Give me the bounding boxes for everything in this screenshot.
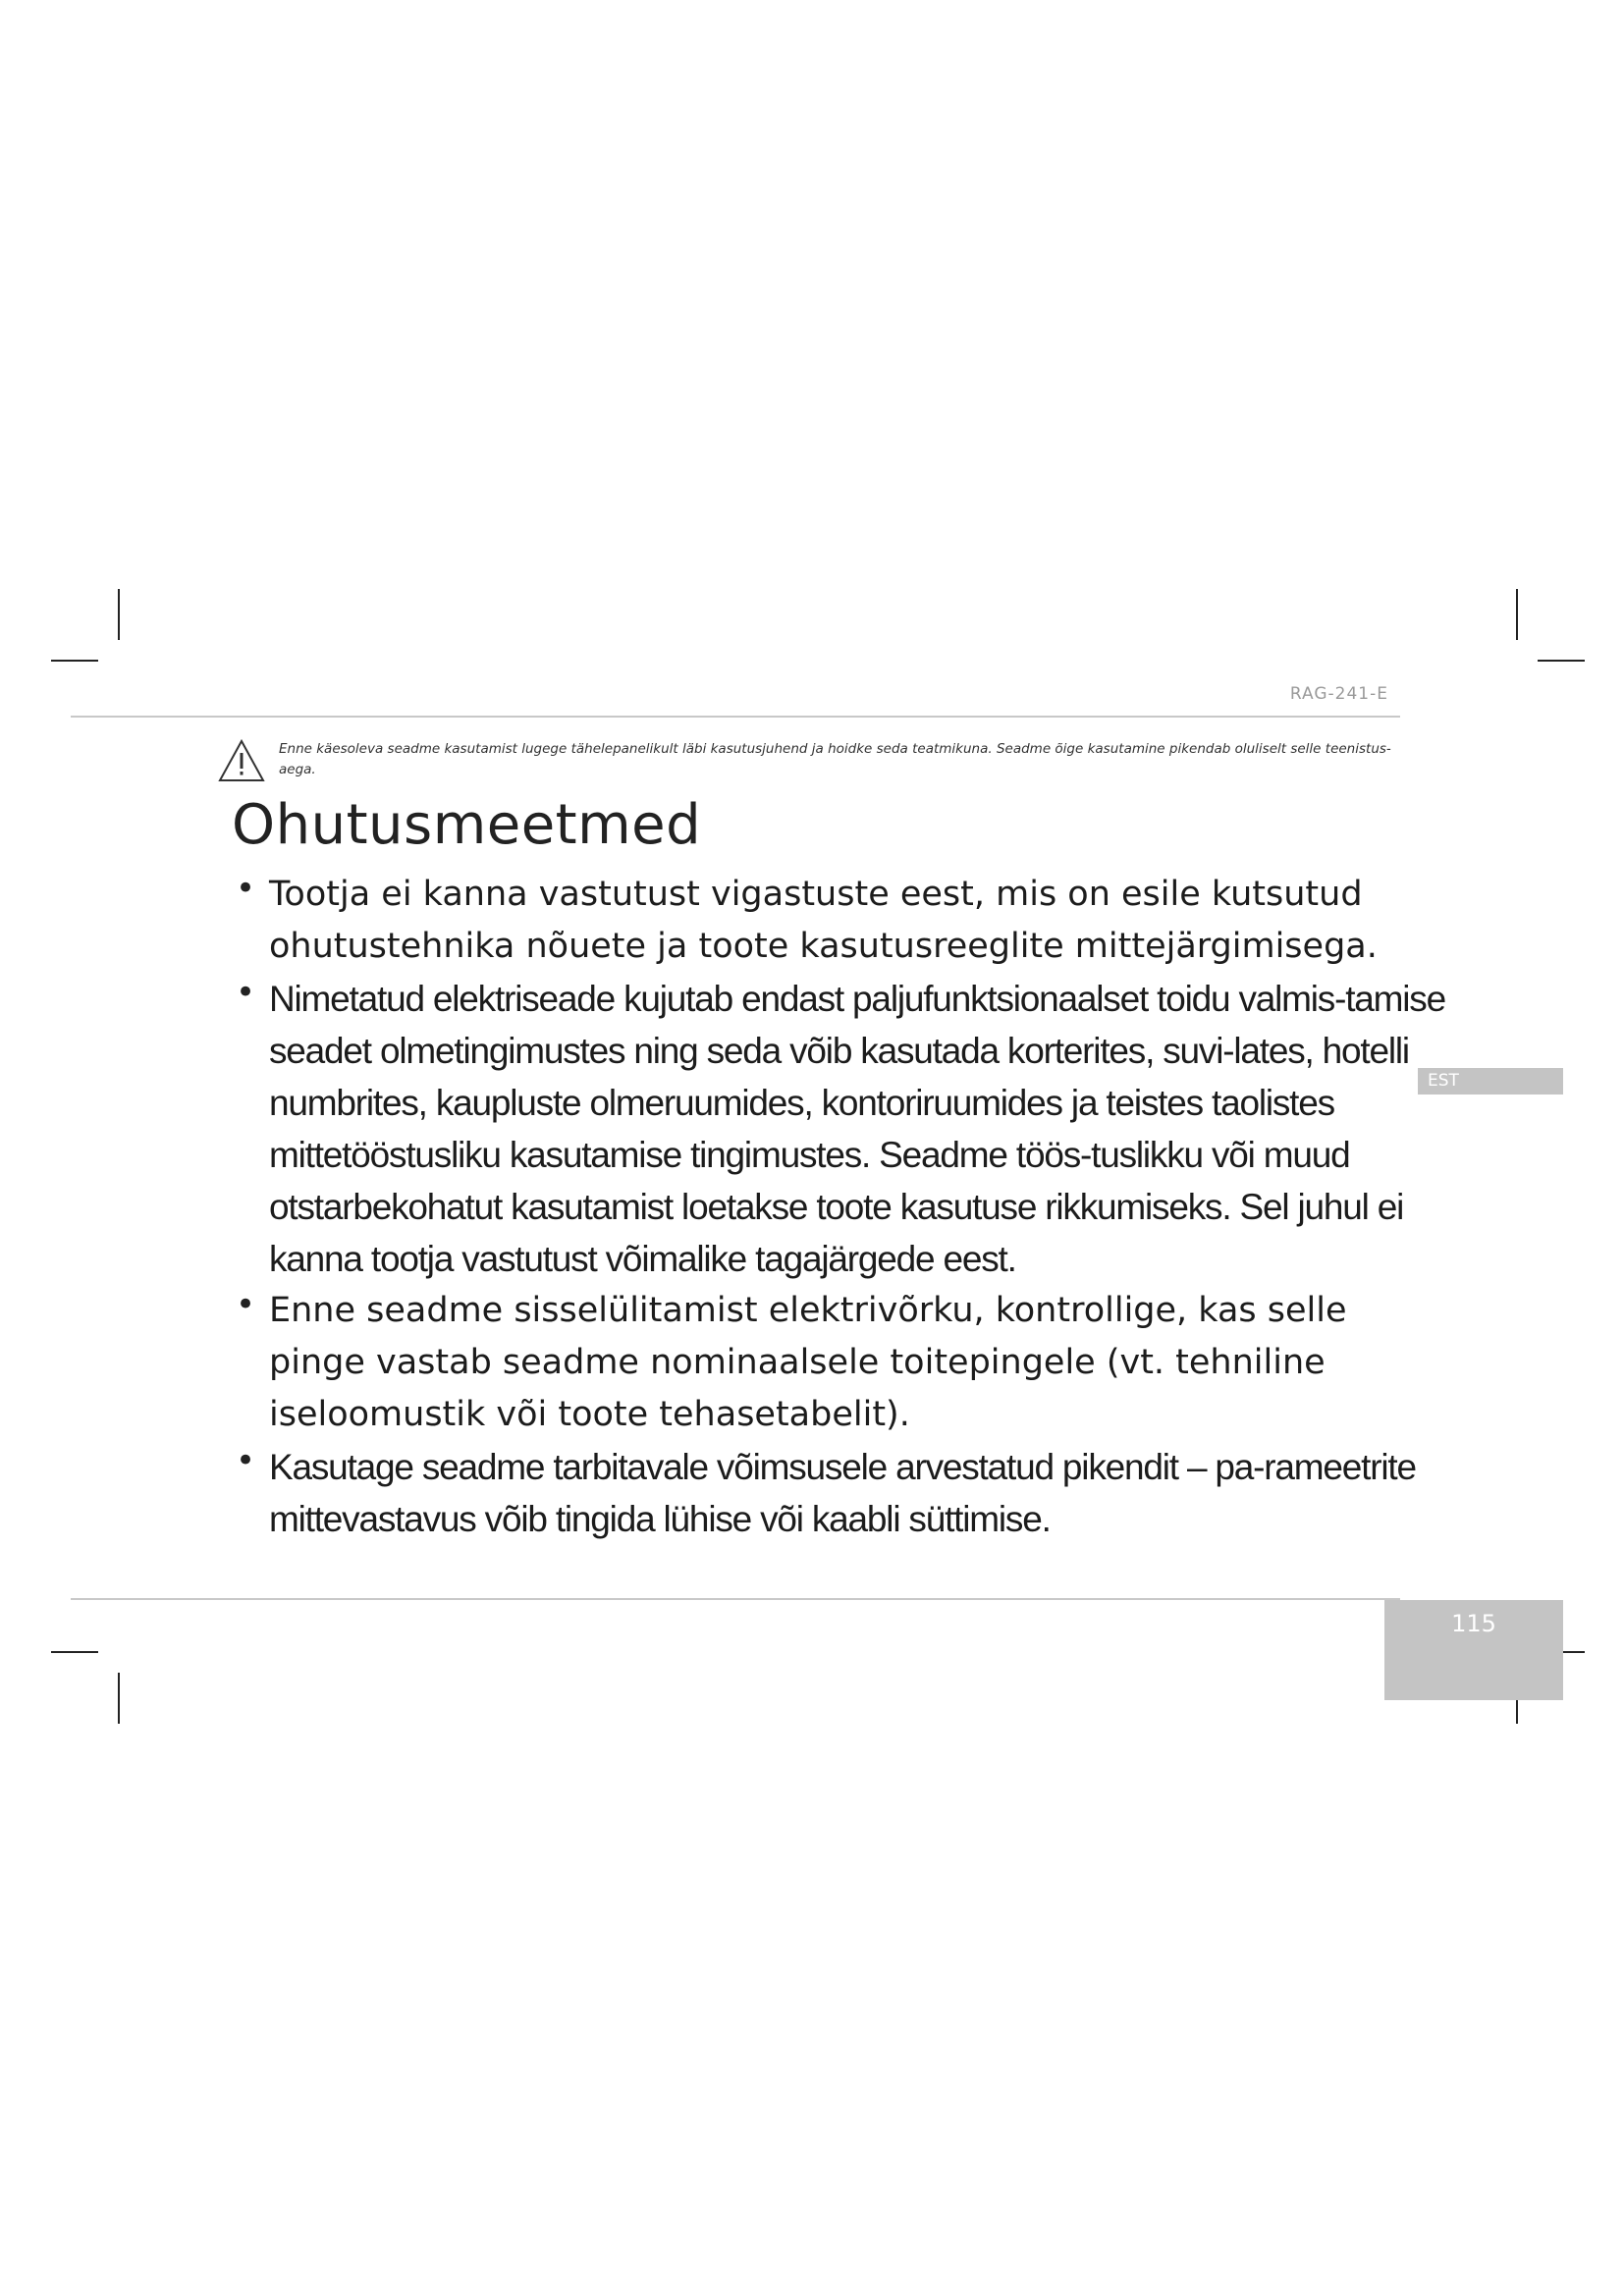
list-item-text: Kasutage seadme tarbitavale võimsusele arvestatud pikendit – pa-rameetrite mittevastavus võib tingida lühise või kaabli süttimise. <box>269 1447 1416 1539</box>
warning-text: Enne käesoleva seadme kasutamist lugege tähelepanelikult läbi kasutusjuhend ja hoidke seda teatmikuna. Seadme õige kasutamine pikendab oluliselt selle teenistus-aega. <box>279 741 1391 777</box>
header-rule <box>71 716 1400 718</box>
list-item-text: Tootja ei kanna vastutust vigastuste eest, mis on esile kutsutud ohutustehnika nõuete ja toote kasutusreeglite mittejärgimisega. <box>269 875 1378 966</box>
bullet-dot-icon: • <box>236 1285 256 1324</box>
crop-mark <box>51 1651 98 1653</box>
crop-mark <box>1516 589 1518 640</box>
warning-triangle-icon <box>218 739 265 782</box>
bullet-dot-icon: • <box>236 973 256 1012</box>
crop-mark <box>1538 660 1585 662</box>
model-number: RAG-241-E <box>1289 684 1388 704</box>
list-item <box>232 869 1449 973</box>
crop-mark <box>51 660 98 662</box>
safety-list <box>232 869 1449 1545</box>
bullet-dot-icon: • <box>236 1441 256 1480</box>
list-item <box>232 1441 1449 1545</box>
list-item <box>232 973 1449 1285</box>
crop-mark <box>118 1673 120 1724</box>
crop-mark <box>118 589 120 640</box>
list-item-text: Enne seadme sisselülitamist elektrivõrku, kontrollige, kas selle pinge vastab seadme nominaalsele toitepingele (vt. tehniline iseloomustik või toote tehasetabelit). <box>269 1291 1347 1434</box>
footer-rule <box>71 1598 1400 1600</box>
section-title: Ohutusmeetmed <box>232 793 702 857</box>
list-item <box>232 1285 1449 1441</box>
bullet-dot-icon: • <box>236 869 256 908</box>
page-number: 115 <box>1384 1600 1563 1700</box>
language-tab: EST <box>1418 1068 1563 1095</box>
list-item-text: Nimetatud elektriseade kujutab endast paljufunktsionaalset toidu valmis-tamise seadet olmetingimustes ning seda võib kasutada korterites, suvi-lates, hotelli numbrites, kaupluste olmeruumides, kontoriruumides ja teistes taolistes mittetööstusliku kasutamise tingimustes. Seadme töös-tuslikku või muud otstarbekohatut kasutamist loetakse toote kasutuse rikkumiseks. Sel juhul ei kanna tootja vastutust võimalike tagajärgede eest. <box>269 979 1445 1279</box>
